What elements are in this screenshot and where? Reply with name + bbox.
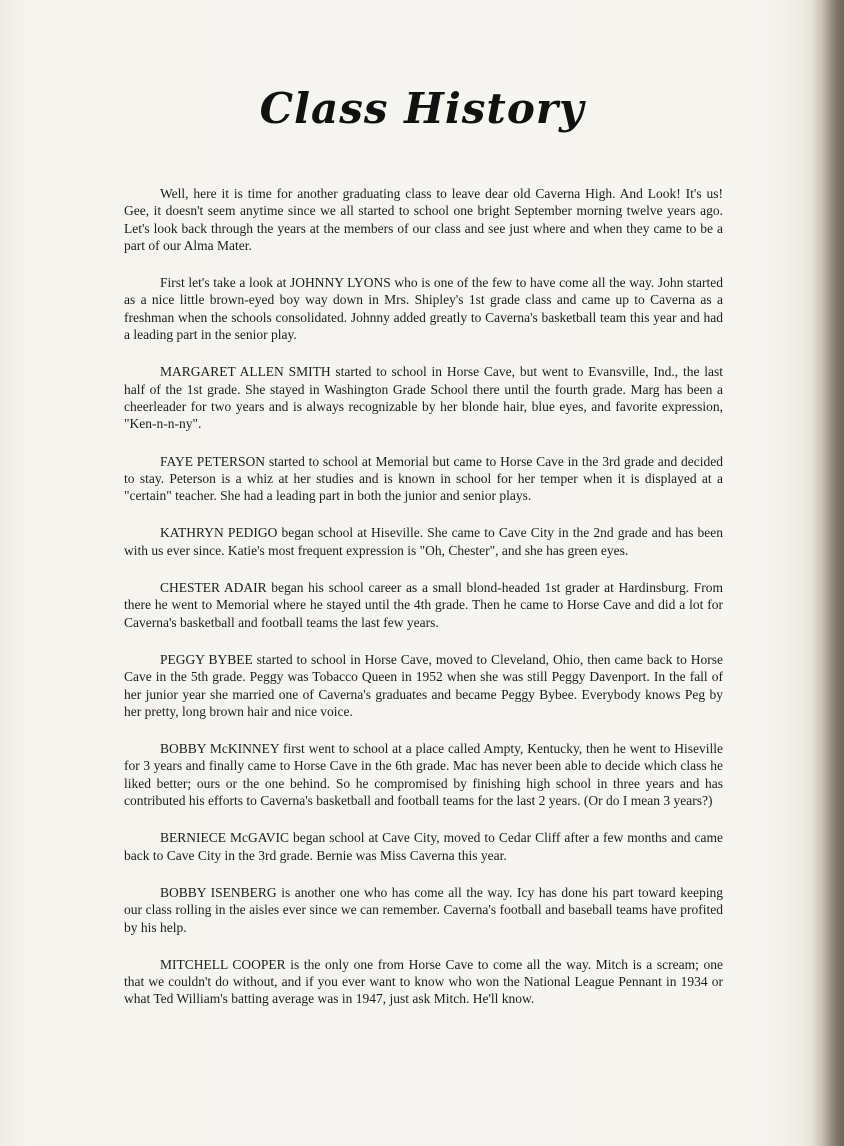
paragraph-margaret-allen-smith: MARGARET ALLEN SMITH started to school in Horse Cave, but went to Evansville, Ind., the last half of the 1st grade. She stayed in Washington Grade School there until the fourth grade. Marg has been a cheerleader for two years and is always recognizable by her blonde hair, blue eyes, and favorite expression, "Ken-n-n-ny". (124, 364, 723, 432)
paragraph-peggy-bybee: PEGGY BYBEE started to school in Horse Cave, moved to Cleveland, Ohio, then came back to Horse Cave in the 5th grade. Peggy was Tobacco Queen in 1952 when she was still Peggy Davenport. In the fall of her junior year she married one of Caverna's graduates and became Peggy Bybee. Everybody knows Peg by her pretty, long brown hair and nice voice. (124, 651, 723, 719)
page-title: Class History (259, 84, 585, 133)
paragraph-johnny-lyons: First let's take a look at JOHNNY LYONS who is one of the few to have come all the way. John started as a nice little brown-eyed boy way down in Mrs. Shipley's 1st grade class and came up to Caverna as a freshman when the schools consolidated. Johnny added greatly to Caverna's basketball team this year and had a leading part in the senior play. (124, 275, 723, 343)
paragraph-chester-adair: CHESTER ADAIR began his school career as a small blond-headed 1st grader at Hardinsburg. From there he went to Memorial where he stayed until the 4th grade. Then he came to Horse Cave and did a lot for Caverna's basketball and football teams the last few years. (124, 580, 723, 630)
paragraph-berniece-mcgavic: BERNIECE McGAVIC began school at Cave City, moved to Cedar Cliff after a few months and came back to Cave City in the 3rd grade. Bernie was Miss Caverna this year. (124, 830, 723, 863)
paragraph-kathryn-pedigo: KATHRYN PEDIGO began school at Hiseville. She came to Cave City in the 2nd grade and has been with us ever since. Katie's most frequent expression is "Oh, Chester", and she has green eyes. (124, 525, 723, 558)
paragraph-bobby-isenberg: BOBBY ISENBERG is another one who has come all the way. Icy has done his part toward keeping our class rolling in the aisles ever since we can remember. Caverna's football and baseball teams have profited by his help. (124, 884, 723, 935)
paragraph-bobby-mckinney: BOBBY McKINNEY first went to school at a place called Ampty, Kentucky, then he went to Hiseville for 3 years and finally came to Horse Cave in the 6th grade. Mac has never been able to decide which class he liked better; ours or the one behind. So he compromised by finishing high school in three years and has contributed his efforts to Caverna's basketball and football teams for the last 2 years. (Or do I mean 3 years?) (124, 741, 723, 809)
paragraph-mitchell-cooper: MITCHELL COOPER is the only one from Horse Cave to come all the way. Mitch is a scream; one that we couldn't do without, and if you ever want to know who won the National League Pennant in 1934 or what Ted William's batting average was in 1947, just ask Mitch. He'll know. (124, 956, 723, 1007)
class-history-text (124, 185, 723, 1028)
paragraph-faye-peterson: FAYE PETERSON started to school at Memorial but came to Horse Cave in the 3rd grade and decided to stay. Peterson is a whiz at her studies and is known in school for her temper when it is displayed at a "certain" teacher. She had a leading part in both the junior and senior plays. (124, 453, 723, 504)
paragraph-intro: Well, here it is time for another graduating class to leave dear old Caverna High. And Look! It's us! Gee, it doesn't seem anytime since we all started to school one bright September morning twelve years ago. Let's look back through the years at the members of our class and see just where and when they came to be a part of our Alma Mater. (124, 186, 723, 253)
